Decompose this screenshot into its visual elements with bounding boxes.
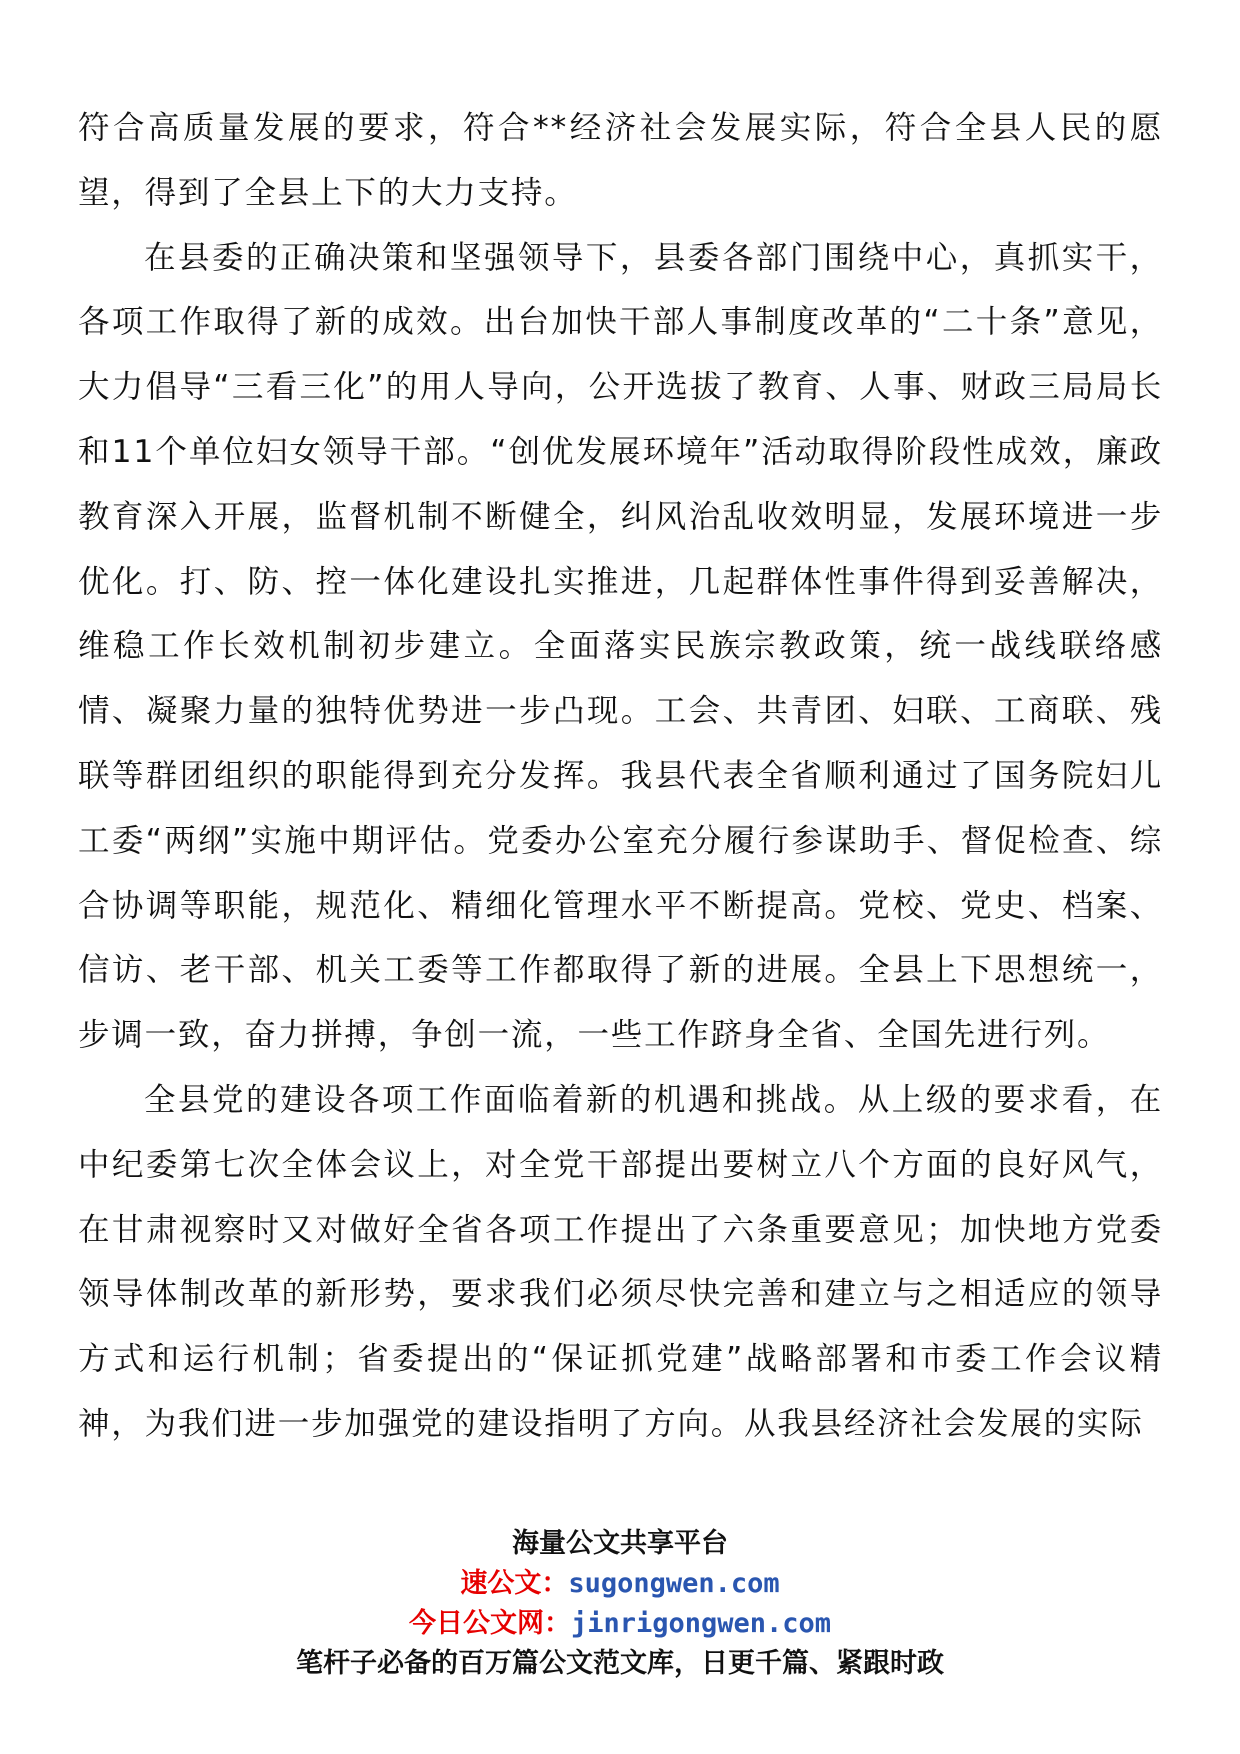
site-1-link[interactable]: sugongwen.com	[568, 1568, 780, 1599]
footer-site-1[interactable]	[0, 1564, 1240, 1604]
site-2-link[interactable]: jinrigongwen.com	[570, 1608, 832, 1639]
footer-title: 海量公文共享平台	[512, 1528, 728, 1559]
site-2-label: 今日公文网：	[408, 1608, 571, 1639]
footer-site-2[interactable]	[0, 1604, 1240, 1644]
paragraph-continuation: 符合高质量发展的要求，符合**经济社会发展实际，符合全县人民的愿望，得到了全县上下的大力支持。	[78, 110, 1163, 211]
document-body	[78, 96, 1163, 1457]
paragraph-achievements: 在县委的正确决策和坚强领导下，县委各部门围绕中心，真抓实干，各项工作取得了新的成效。出台加快干部人事制度改革的“二十条”意见，大力倡导“三看三化”的用人导向，公开选拔了教育、人事、财政三局局长和11个单位妇女领导干部。“创优发展环境年”活动取得阶段性成效，廉政教育深入开展，监督机制不断健全，纠风治乱收效明显，发展环境进一步优化。打、防、控一体化建设扎实推进，几起群体性事件得到妥善解决，维稳工作长效机制初步建立。全面落实民族宗教政策，统一战线联络感情、凝聚力量的独特优势进一步凸现。工会、共青团、妇联、工商联、残联等群团组织的职能得到充分发挥。我县代表全省顺利通过了国务院妇儿工委“两纲”实施中期评估。党委办公室充分履行参谋助手、督促检查、综合协调等职能，规范化、精细化管理水平不断提高。党校、党史、档案、信访、老干部、机关工委等工作都取得了新的进展。全县上下思想统一，步调一致，奋力拼搏，争创一流，一些工作跻身全省、全国先进行列。	[78, 239, 1163, 1054]
paragraph-challenges: 全县党的建设各项工作面临着新的机遇和挑战。从上级的要求看，在中纪委第七次全体会议上，对全党干部提出要树立八个方面的良好风气，在甘肃视察时又对做好全省各项工作提出了六条重要意见；加快地方党委领导体制改革的新形势，要求我们必须尽快完善和建立与之相适应的领导方式和运行机制；省委提出的“保证抓党建”战略部署和市委工作会议精神，为我们进一步加强党的建设指明了方向。从我县经济社会发展的实际	[78, 1081, 1163, 1442]
footer-slogan: 笔杆子必备的百万篇公文范文库，日更千篇、紧跟时政	[296, 1648, 944, 1679]
site-1-label: 速公文：	[460, 1568, 569, 1599]
footer-banner	[0, 1524, 1240, 1684]
